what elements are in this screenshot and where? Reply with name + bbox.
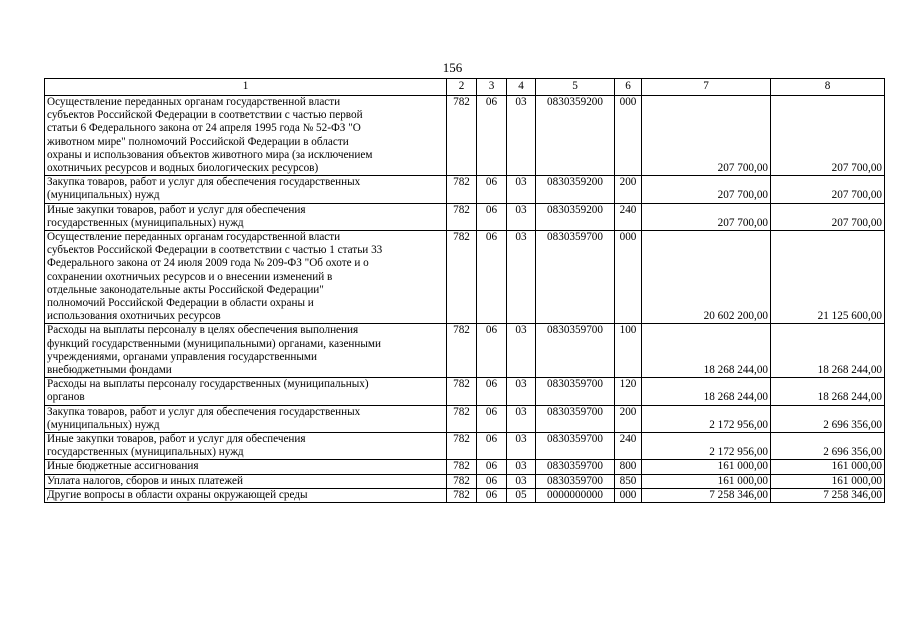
expense-type-code-cell: 000: [615, 488, 642, 502]
table-header-row: [45, 79, 885, 96]
section-code-cell: 06: [477, 433, 507, 460]
amount-col7-cell: 18 268 244,00: [642, 324, 771, 378]
page-number: 156: [442, 60, 463, 75]
subsection-code-cell: 03: [507, 176, 536, 203]
expense-type-code-cell: 240: [615, 433, 642, 460]
table-row: [45, 488, 885, 502]
row-description: Иные закупки товаров, работ и услуг для обеспечения государственных (муниципальных) нужд: [45, 203, 447, 230]
amount-col7-cell: 207 700,00: [642, 203, 771, 230]
amount-col8-cell: 207 700,00: [771, 203, 885, 230]
admin-code-cell: 782: [447, 405, 477, 432]
section-code-cell: 06: [477, 324, 507, 378]
admin-code-cell: 782: [447, 433, 477, 460]
row-description: Иные бюджетные ассигнования: [45, 460, 447, 474]
expense-type-code-cell: 100: [615, 324, 642, 378]
budget-table: [44, 78, 885, 503]
column-header: 4: [507, 79, 536, 96]
section-code-cell: 06: [477, 176, 507, 203]
amount-col7-cell: 18 268 244,00: [642, 378, 771, 405]
table-row: [45, 433, 885, 460]
subsection-code-cell: 03: [507, 378, 536, 405]
subsection-code-cell: 03: [507, 433, 536, 460]
section-code-cell: 06: [477, 231, 507, 324]
table-row: [45, 176, 885, 203]
amount-col8-cell: 7 258 346,00: [771, 488, 885, 502]
row-description: Осуществление переданных органам государственной власти субъектов Российской Федерации в соответствии с частью первой статьи 6 Федерального закона от 24 апреля 1995 года № 52-ФЗ "О животном мире" полномочий Российской Федерации в области охраны и использования объектов животного мира (за исключением охотничьих ресурсов и водных биологических ресурсов): [45, 96, 447, 176]
section-code-cell: 06: [477, 378, 507, 405]
target-item-code-cell: 0830359700: [536, 324, 615, 378]
row-description: Закупка товаров, работ и услуг для обеспечения государственных (муниципальных) нужд: [45, 405, 447, 432]
admin-code-cell: 782: [447, 488, 477, 502]
subsection-code-cell: 05: [507, 488, 536, 502]
subsection-code-cell: 03: [507, 474, 536, 488]
admin-code-cell: 782: [447, 203, 477, 230]
admin-code-cell: 782: [447, 231, 477, 324]
expense-type-code-cell: 000: [615, 96, 642, 176]
expense-type-code-cell: 000: [615, 231, 642, 324]
section-code-cell: 06: [477, 474, 507, 488]
expense-type-code-cell: 850: [615, 474, 642, 488]
amount-col8-cell: 18 268 244,00: [771, 324, 885, 378]
section-code-cell: 06: [477, 96, 507, 176]
amount-col8-cell: 2 696 356,00: [771, 433, 885, 460]
column-header: 8: [771, 79, 885, 96]
amount-col7-cell: 161 000,00: [642, 474, 771, 488]
amount-col8-cell: 21 125 600,00: [771, 231, 885, 324]
column-header: 1: [45, 79, 447, 96]
expense-type-code-cell: 800: [615, 460, 642, 474]
target-item-code-cell: 0000000000: [536, 488, 615, 502]
target-item-code-cell: 0830359200: [536, 96, 615, 176]
column-header: 6: [615, 79, 642, 96]
section-code-cell: 06: [477, 203, 507, 230]
target-item-code-cell: 0830359700: [536, 474, 615, 488]
amount-col8-cell: 161 000,00: [771, 460, 885, 474]
subsection-code-cell: 03: [507, 324, 536, 378]
target-item-code-cell: 0830359200: [536, 176, 615, 203]
subsection-code-cell: 03: [507, 231, 536, 324]
table-row: [45, 405, 885, 432]
admin-code-cell: 782: [447, 460, 477, 474]
expense-type-code-cell: 200: [615, 405, 642, 432]
column-header: 7: [642, 79, 771, 96]
table-row: [45, 378, 885, 405]
subsection-code-cell: 03: [507, 96, 536, 176]
admin-code-cell: 782: [447, 324, 477, 378]
subsection-code-cell: 03: [507, 203, 536, 230]
target-item-code-cell: 0830359700: [536, 405, 615, 432]
amount-col8-cell: 207 700,00: [771, 96, 885, 176]
row-description: Расходы на выплаты персоналу государственных (муниципальных) органов: [45, 378, 447, 405]
subsection-code-cell: 03: [507, 405, 536, 432]
admin-code-cell: 782: [447, 176, 477, 203]
expense-type-code-cell: 240: [615, 203, 642, 230]
section-code-cell: 06: [477, 460, 507, 474]
amount-col7-cell: 20 602 200,00: [642, 231, 771, 324]
expense-type-code-cell: 200: [615, 176, 642, 203]
amount-col8-cell: 18 268 244,00: [771, 378, 885, 405]
target-item-code-cell: 0830359700: [536, 433, 615, 460]
table-row: [45, 203, 885, 230]
section-code-cell: 06: [477, 405, 507, 432]
row-description: Иные закупки товаров, работ и услуг для обеспечения государственных (муниципальных) нужд: [45, 433, 447, 460]
row-description: Расходы на выплаты персоналу в целях обеспечения выполнения функций государственными (муниципальными) органами, казенными учреждениями, органами управления государственными внебюджетными фондами: [45, 324, 447, 378]
column-header: 5: [536, 79, 615, 96]
target-item-code-cell: 0830359700: [536, 460, 615, 474]
table-row: [45, 324, 885, 378]
amount-col7-cell: 207 700,00: [642, 96, 771, 176]
section-code-cell: 06: [477, 488, 507, 502]
amount-col8-cell: 2 696 356,00: [771, 405, 885, 432]
target-item-code-cell: 0830359700: [536, 231, 615, 324]
row-description: Осуществление переданных органам государственной власти субъектов Российской Федерации в соответствии с частью 1 статьи 33 Федерального закона от 24 июля 2009 года № 209-ФЗ "Об охоте и о сохранении охотничьих ресурсов и о внесении изменений в отдельные законодательные акты Российской Федерации" полномочий Российской Федерации в области охраны и использования охотничьих ресурсов: [45, 231, 447, 324]
expense-type-code-cell: 120: [615, 378, 642, 405]
amount-col7-cell: 2 172 956,00: [642, 433, 771, 460]
subsection-code-cell: 03: [507, 460, 536, 474]
target-item-code-cell: 0830359200: [536, 203, 615, 230]
amount-col7-cell: 207 700,00: [642, 176, 771, 203]
admin-code-cell: 782: [447, 96, 477, 176]
admin-code-cell: 782: [447, 378, 477, 405]
table-row: [45, 96, 885, 176]
amount-col7-cell: 2 172 956,00: [642, 405, 771, 432]
row-description: Другие вопросы в области охраны окружающей среды: [45, 488, 447, 502]
column-header: 3: [477, 79, 507, 96]
target-item-code-cell: 0830359700: [536, 378, 615, 405]
amount-col8-cell: 207 700,00: [771, 176, 885, 203]
table-row: [45, 460, 885, 474]
column-header: 2: [447, 79, 477, 96]
table-row: [45, 474, 885, 488]
row-description: Уплата налогов, сборов и иных платежей: [45, 474, 447, 488]
table-row: [45, 231, 885, 324]
amount-col8-cell: 161 000,00: [771, 474, 885, 488]
amount-col7-cell: 161 000,00: [642, 460, 771, 474]
admin-code-cell: 782: [447, 474, 477, 488]
row-description: Закупка товаров, работ и услуг для обеспечения государственных (муниципальных) нужд: [45, 176, 447, 203]
amount-col7-cell: 7 258 346,00: [642, 488, 771, 502]
